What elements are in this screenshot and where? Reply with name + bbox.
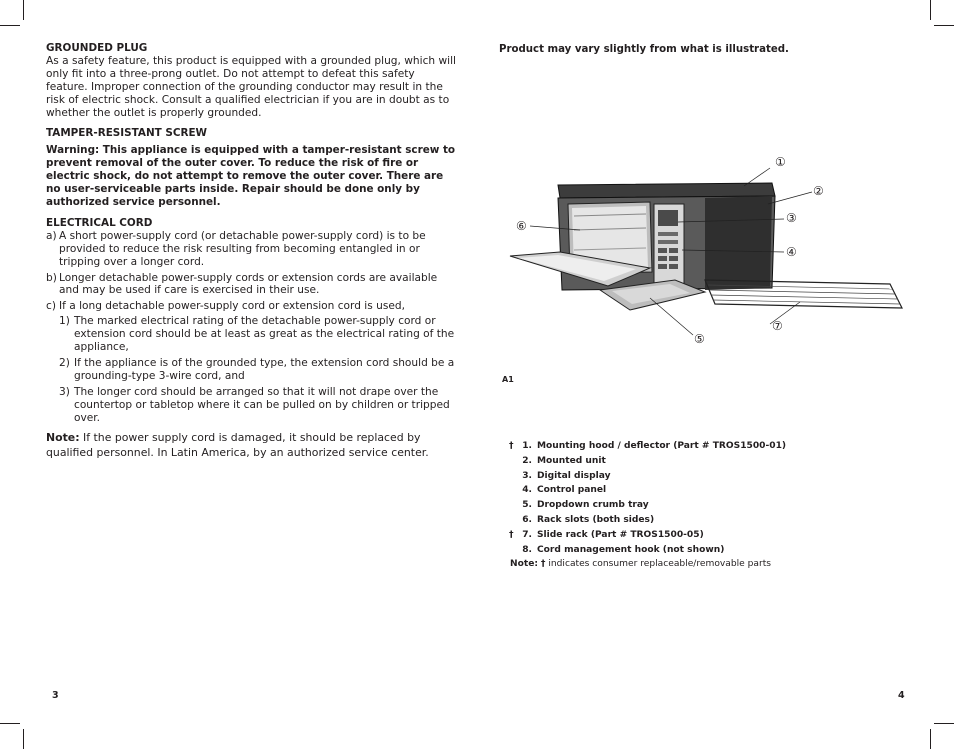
parts-list-item <box>506 498 771 513</box>
cord-subitem <box>46 315 456 354</box>
callout-1: ① <box>775 155 786 169</box>
cord-item-text: A short power-supply cord (or detachable power-supply cord) is to be provided to reduce the risk resulting from becoming entangled in or tripping over a longer cord. <box>59 229 426 268</box>
parts-list-item <box>506 483 771 498</box>
cord-item-label: c) <box>46 300 56 313</box>
callout-6: ⑥ <box>516 219 527 233</box>
cord-note-label: Note: <box>46 431 80 445</box>
part-number: 5. <box>522 500 532 511</box>
toaster-oven-illustration <box>500 140 910 375</box>
parts-note-label: Note: <box>510 559 539 570</box>
cord-subitem <box>46 357 456 383</box>
crop-mark <box>0 723 20 724</box>
cord-item <box>46 300 456 313</box>
crop-mark <box>934 723 954 724</box>
callout-5: ⑤ <box>694 332 705 346</box>
parts-list-item <box>506 543 771 558</box>
callout-4: ④ <box>786 245 797 259</box>
figure-label: A1 <box>502 375 514 384</box>
part-name: Mounted unit <box>537 455 606 466</box>
crop-mark <box>934 25 954 26</box>
parts-list-item <box>506 469 771 484</box>
part-name: Cord management hook (not shown) <box>537 544 725 555</box>
cord-item <box>46 272 456 298</box>
part-name: Mounting hood / deflector (Part # TROS1500-01) <box>537 441 787 451</box>
cord-subitem-text: If the appliance is of the grounded type, the extension cord should be a grounding-type 3-wire cord, and <box>74 356 455 382</box>
cord-note <box>46 431 456 459</box>
cord-subitem <box>46 386 456 425</box>
part-number: 8. <box>522 544 532 555</box>
cord-item-text: Longer detachable power-supply cords or extension cords are available and may be used if care is exercised in their use. <box>59 271 438 297</box>
part-number: 6. <box>522 514 532 525</box>
grounded-plug-body: As a safety feature, this product is equipped with a grounded plug, which will only fit into a three-prong outlet. Do not attempt to defeat this safety feature. Improper connection of the grounding conductor may result in the risk of electric shock. Consult a qualified electrician if you are in doubt as to whether the outlet is properly grounded. <box>46 54 456 119</box>
cord-heading: ELECTRICAL CORD <box>46 216 153 229</box>
part-number: 7. <box>522 529 532 540</box>
crop-mark <box>0 25 20 26</box>
dagger-mark: † <box>509 441 514 451</box>
part-number: 2. <box>522 455 532 466</box>
page-number-right: 4 <box>898 690 905 701</box>
callout-3: ③ <box>786 211 797 225</box>
crop-mark <box>23 729 24 749</box>
parts-note <box>510 557 771 572</box>
page-number-left: 3 <box>52 690 59 701</box>
part-number: 1. <box>522 441 532 451</box>
cord-subitem-label: 2) <box>59 356 70 369</box>
part-name: Rack slots (both sides) <box>537 514 655 525</box>
part-name: Digital display <box>537 470 611 481</box>
cord-item-text: If a long detachable power-supply cord or extension cord is used, <box>59 300 405 313</box>
left-column <box>46 42 456 460</box>
cord-item <box>46 230 456 269</box>
part-name: Dropdown crumb tray <box>537 500 649 511</box>
cord-note-text: If the power supply cord is damaged, it should be replaced by qualified personnel. In Latin America, by an authorized service center. <box>46 431 429 459</box>
tamper-heading: TAMPER-RESISTANT SCREW <box>46 127 208 140</box>
dagger-mark: † <box>540 559 546 570</box>
figure-caption: Product may vary slightly from what is illustrated. <box>499 44 789 55</box>
cord-subitem-label: 3) <box>59 385 70 398</box>
tamper-warning: Warning: This appliance is equipped with a tamper-resistant screw to prevent removal of the outer cover. To reduce the risk of fire or electric shock, do not attempt to remove the outer cover. There are no user-serviceable parts inside. Repair should be done only by authorized service personnel. <box>46 144 456 208</box>
parts-list-item <box>506 528 771 543</box>
parts-list <box>506 439 787 572</box>
part-name: Control panel <box>537 485 607 496</box>
cord-item-label: a) <box>46 229 57 242</box>
part-number: 3. <box>522 470 532 481</box>
cord-subitem-text: The marked electrical rating of the detachable power-supply cord or extension cord should be at least as great as the electrical rating of the appliance, <box>74 315 455 354</box>
parts-list-item <box>506 439 787 454</box>
callout-7: ⑦ <box>772 319 783 333</box>
cord-subitem-text: The longer cord should be arranged so that it will not drape over the countertop or tabletop where it can be pulled on by children or tripped over. <box>74 385 450 424</box>
parts-note-text: indicates consumer replaceable/removable parts <box>545 559 772 570</box>
cord-subitem-label: 1) <box>59 315 70 328</box>
part-number: 4. <box>522 485 532 496</box>
crop-mark <box>23 0 24 20</box>
cord-item-label: b) <box>46 271 57 284</box>
parts-list-item <box>506 454 771 469</box>
dagger-mark: † <box>509 529 514 540</box>
callout-2: ② <box>813 184 824 198</box>
crop-mark <box>930 729 931 749</box>
parts-list-item <box>506 513 771 528</box>
grounded-plug-heading: GROUNDED PLUG <box>46 42 148 54</box>
crop-mark <box>930 0 931 20</box>
part-name: Slide rack (Part # TROS1500-05) <box>537 529 704 540</box>
